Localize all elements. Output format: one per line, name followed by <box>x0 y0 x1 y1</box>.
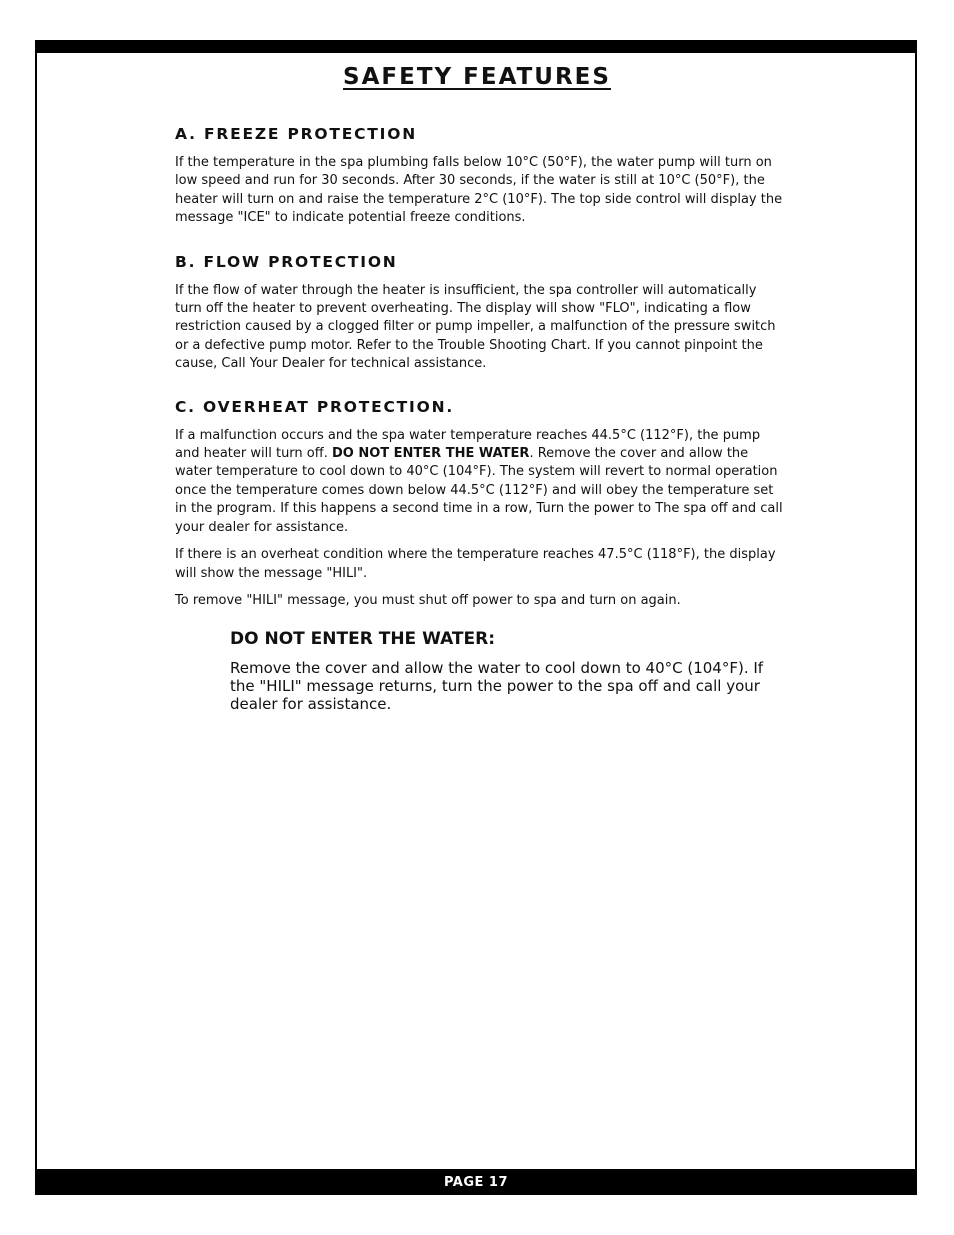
overheat-paragraph-3: To remove "HILI" message, you must shut off power to spa and turn on again. <box>175 592 681 608</box>
flow-paragraph: If the flow of water through the heater is insufficient, the spa controller will automatically turn off the heater to prevent overheating. The display will show "FLO", indicating a flow restriction caused by a clogged filter or pump impeller, a malfunction of the pressure switch or a defective pump motor. Refer to the Trouble Shooting Chart. If you cannot pinpoint the cause, Call Your Dealer for technical assistance. <box>175 282 776 372</box>
page-number: PAGE 17 <box>443 1174 509 1190</box>
warning-heading: DO NOT ENTER THE WATER: <box>230 629 496 649</box>
section-overheat-protection <box>175 397 785 611</box>
section-heading-freeze: A. FREEZE PROTECTION <box>175 125 417 143</box>
footer-bar <box>35 1169 917 1195</box>
section-heading-flow: B. FLOW PROTECTION <box>175 252 398 271</box>
freeze-paragraph: If the temperature in the spa plumbing falls below 10°C (50°F), the water pump will turn on low speed and run for 30 seconds. After 30 seconds, if the water is still at 10°C (50°F), the heater will turn on and raise the temperature 2°C (10°F). The top side control will display the message "ICE" to indicate potential freeze conditions. <box>175 155 783 226</box>
overheat-paragraph-2: If there is an overheat condition where the temperature reaches 47.5°C (118°F), the display will show the message "HILI". <box>175 547 776 581</box>
section-freeze-protection <box>175 124 785 228</box>
overheat-text-end: . Remove the cover and allow the water temperature to cool down to 40°C (104°F). The system will revert to normal operation once the temperature comes down below 44.5°C (112°F) and will obey the temperature set in the program. If this happens a second time in a row, Turn the power to The spa off and call your dealer for assistance. <box>175 446 783 535</box>
main-content <box>175 124 785 632</box>
warning-callout <box>230 628 790 714</box>
section-heading-overheat: C. OVERHEAT PROTECTION. <box>175 397 455 416</box>
page-title: SAFETY FEATURES <box>343 64 611 90</box>
overheat-paragraph-1 <box>175 427 785 537</box>
overheat-warning-inline: DO NOT ENTER THE WATER <box>331 446 530 462</box>
overheat-text-start: If a malfunction occurs and the spa water temperature reaches 44.5°C (112°F), the pump and heater will turn off. <box>175 427 761 462</box>
warning-text: Remove the cover and allow the water to cool down to 40°C (104°F). If the "HILI" message returns, turn the power to the spa off and call your dealer for assistance. <box>230 659 764 714</box>
section-flow-protection <box>175 252 785 374</box>
